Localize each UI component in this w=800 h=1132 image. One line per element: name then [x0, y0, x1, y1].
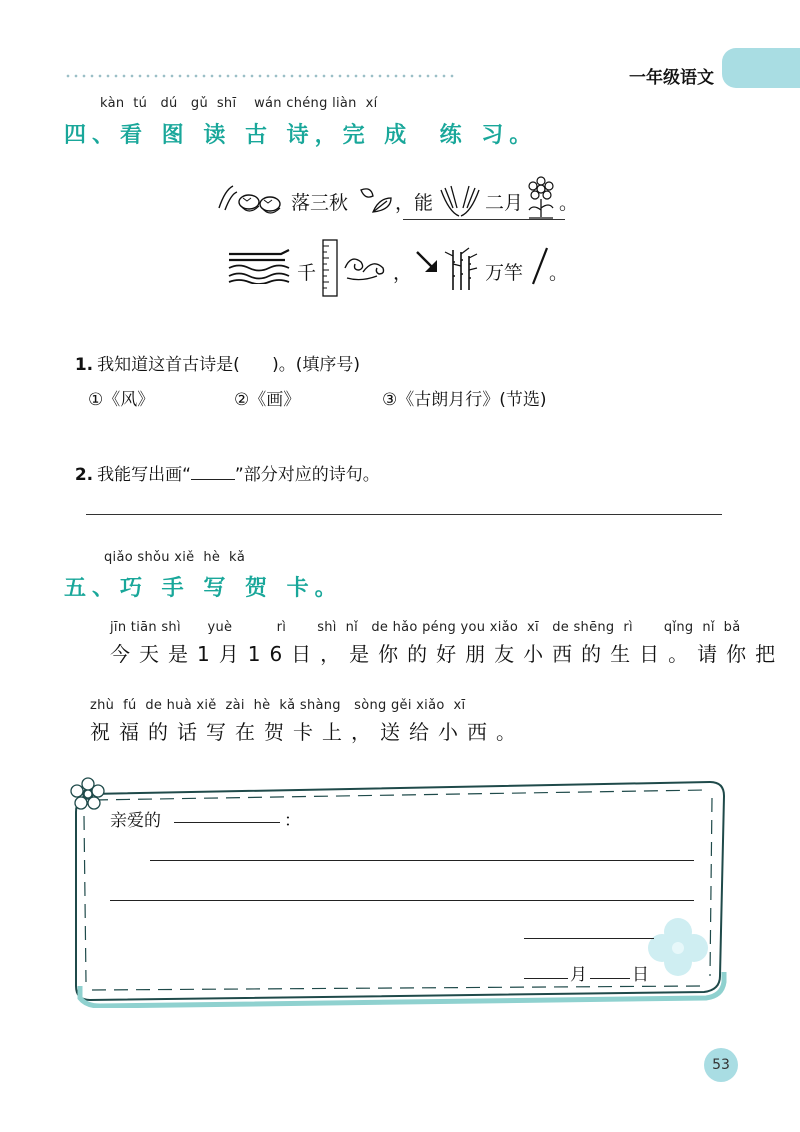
- poem-text-2a: 千: [297, 262, 317, 284]
- bamboo-icon: [443, 246, 481, 292]
- leaf-icon: [353, 182, 397, 220]
- river-waves-icon: [225, 248, 293, 284]
- card-month-label: 月: [570, 965, 587, 985]
- answer-line-q2[interactable]: [86, 514, 722, 515]
- flower-corner-icon: [70, 776, 112, 812]
- question-2-text-before: 我能写出画“: [97, 465, 191, 485]
- poem-end-1: 。: [559, 192, 579, 214]
- option-2[interactable]: ②《画》: [234, 390, 301, 410]
- poem-underline: [403, 219, 565, 220]
- ruler-icon: [321, 238, 339, 298]
- header-tab-decoration: [722, 48, 800, 88]
- poem-text-1c: 二月: [485, 192, 524, 214]
- question-2-number: 2.: [74, 465, 94, 485]
- wind-swirl-icon: [341, 250, 389, 284]
- question-2-text-after: ”部分对应的诗句。: [234, 465, 380, 485]
- card-day-label: 日: [632, 965, 649, 985]
- clover-decoration-icon: [646, 916, 710, 978]
- page-number: 53: [704, 1048, 738, 1082]
- header-title: 一年级语文: [629, 68, 714, 88]
- header-dotted-line: [64, 74, 454, 78]
- question-2-blank: [191, 465, 235, 480]
- poem-text-2b: ，: [393, 262, 413, 284]
- greeting-card: [70, 776, 730, 1008]
- poem-text-2c: 万竿: [485, 262, 524, 284]
- poem-text-1a: 落三秋: [291, 192, 349, 214]
- question-1: [64, 330, 360, 375]
- section5-line1-text: 今天是1月16日，是你的好朋友小西的生日。请你把: [110, 642, 785, 666]
- card-recipient-blank[interactable]: [174, 822, 280, 823]
- section4-title: 四、看 图 读 古 诗，完 成 练 习。: [64, 123, 538, 148]
- section4-pinyin: kàn tú dú gǔ shī wán chéng liàn xí: [100, 96, 378, 111]
- option-1[interactable]: ①《风》: [88, 390, 155, 410]
- card-month-blank[interactable]: [524, 978, 568, 979]
- question-2: [64, 440, 380, 485]
- falling-leaves-hands-icon: [215, 178, 289, 220]
- question-1-text: 我知道这首古诗是( )。(填序号): [97, 355, 361, 375]
- section5-line2-text: 祝福的话写在贺卡上，送给小西。: [90, 720, 525, 744]
- card-day-blank[interactable]: [590, 978, 630, 979]
- flower-icon: [521, 176, 561, 222]
- poem-line-2: [225, 238, 575, 300]
- card-message-line-1[interactable]: [150, 860, 694, 861]
- card-greeting-label: 亲爱的: [110, 811, 161, 831]
- section5-line1-pinyin: jīn tiān shì yuè rì shì nǐ de hǎo péng you xiǎo xī de shēng rì qǐng nǐ bǎ: [110, 620, 741, 635]
- option-3[interactable]: ③《古朗月行》(节选): [382, 390, 547, 410]
- card-frame: [70, 776, 730, 1008]
- section5-pinyin: qiǎo shǒu xiě hè kǎ: [104, 550, 246, 565]
- card-colon: ：: [284, 811, 301, 831]
- section5-line2-pinyin: zhù fú de huà xiě zài hè kǎ shàng sòng gěi xiǎo xī: [90, 698, 466, 713]
- section5-title: 五、巧 手 写 贺 卡。: [64, 576, 343, 601]
- poem-text-1b: ，能: [395, 192, 434, 214]
- arrow-down-right-icon: [413, 248, 443, 278]
- question-1-number: 1.: [74, 355, 94, 375]
- card-message-line-2[interactable]: [110, 900, 694, 901]
- poem-end-2: 。: [549, 262, 569, 284]
- open-hands-icon: [437, 180, 483, 220]
- slanted-stroke-icon: [529, 244, 551, 288]
- card-signature-line[interactable]: [524, 938, 654, 939]
